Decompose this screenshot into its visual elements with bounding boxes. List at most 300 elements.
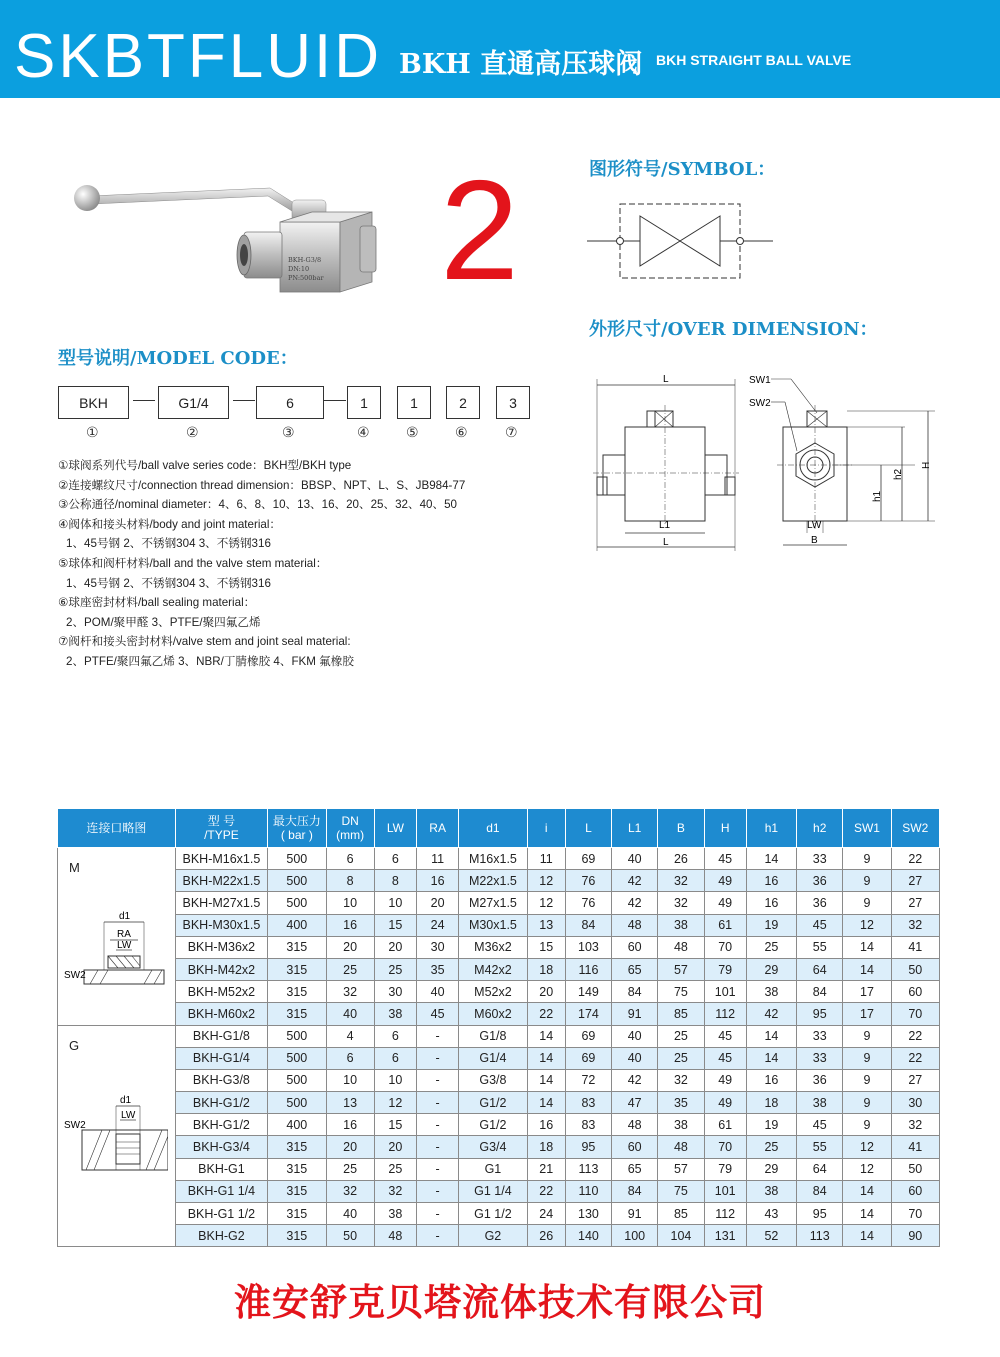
table-cell: - <box>417 1203 459 1225</box>
code-box-4: 1 <box>347 386 381 419</box>
table-cell: 42 <box>612 870 658 892</box>
table-cell: 84 <box>565 914 611 936</box>
engraving-line-1: BKH-G3/8 <box>288 256 322 264</box>
table-cell: - <box>417 1025 459 1047</box>
table-cell: 48 <box>612 914 658 936</box>
thread-m-figure <box>64 898 168 1018</box>
table-cell: 45 <box>797 1114 843 1136</box>
dim-label-h1: h1 <box>872 490 883 502</box>
table-cell: 112 <box>704 1003 746 1025</box>
table-cell: 315 <box>268 1203 326 1225</box>
code-marker-6: ⑥ <box>455 424 468 440</box>
table-cell: 14 <box>843 1203 891 1225</box>
table-cell: 10 <box>374 1069 416 1091</box>
table-cell: BKH-G1/2 <box>175 1092 268 1114</box>
table-cell: BKH-M22x1.5 <box>175 870 268 892</box>
table-cell: 10 <box>326 892 374 914</box>
table-cell: 85 <box>658 1203 704 1225</box>
table-cell: 174 <box>565 1003 611 1025</box>
table-cell: 149 <box>565 981 611 1003</box>
table-cell: 19 <box>746 1114 796 1136</box>
thread-g-figure <box>64 1086 168 1186</box>
table-cell: 9 <box>843 1047 891 1069</box>
table-cell: 40 <box>612 1025 658 1047</box>
table-cell: 91 <box>612 1203 658 1225</box>
table-cell: 25 <box>374 958 416 980</box>
dim-label-h2: h2 <box>893 468 904 480</box>
table-cell: 22 <box>527 1003 565 1025</box>
table-row <box>58 870 940 892</box>
table-cell: 40 <box>326 1003 374 1025</box>
column-header: H <box>704 809 746 848</box>
code-marker-3: ③ <box>282 424 295 440</box>
table-cell: M22x1.5 <box>459 870 527 892</box>
table-cell: 22 <box>891 1025 939 1047</box>
table-cell: 104 <box>658 1225 704 1247</box>
table-cell: G1/2 <box>459 1092 527 1114</box>
table-cell: 17 <box>843 1003 891 1025</box>
table-cell: 12 <box>527 892 565 914</box>
table-cell: 500 <box>268 1092 326 1114</box>
big-number: 2 <box>440 151 519 310</box>
connection-diagram-cell <box>58 848 176 1026</box>
table-cell: 45 <box>797 914 843 936</box>
table-cell: 315 <box>268 981 326 1003</box>
table-cell: 10 <box>326 1069 374 1091</box>
table-cell: G1/4 <box>459 1047 527 1069</box>
table-cell: 17 <box>843 981 891 1003</box>
dim-label-L1: L1 <box>659 520 671 531</box>
note-line: ②连接螺纹尺寸/connection thread dimension：BBSP、NPT、L、S、JB984-77 <box>58 478 466 492</box>
table-cell: 60 <box>612 1136 658 1158</box>
table-cell: 45 <box>417 1003 459 1025</box>
model-code-heading: 型号说明/MODEL CODE： <box>58 348 298 369</box>
table-cell: 76 <box>565 870 611 892</box>
table-cell: 40 <box>612 848 658 870</box>
table-cell: 12 <box>527 870 565 892</box>
code-box-6: 2 <box>446 386 480 419</box>
table-row <box>58 892 940 914</box>
company-name: 淮安舒克贝塔流体技术有限公司 <box>234 1282 766 1323</box>
table-cell: - <box>417 1047 459 1069</box>
table-row <box>58 1047 940 1069</box>
table-cell: 130 <box>565 1203 611 1225</box>
table-cell: G1 1/2 <box>459 1203 527 1225</box>
code-marker-5: ⑤ <box>406 424 419 440</box>
table-cell: 38 <box>374 1003 416 1025</box>
table-cell: M60x2 <box>459 1003 527 1025</box>
table-cell: 38 <box>658 914 704 936</box>
table-cell: 79 <box>704 1158 746 1180</box>
table-cell: 14 <box>843 1225 891 1247</box>
note-line: 1、45号钢 2、不锈钢304 3、不锈钢316 <box>66 537 271 551</box>
table-row <box>58 958 940 980</box>
table-cell: 29 <box>746 1158 796 1180</box>
table-cell: 18 <box>527 1136 565 1158</box>
table-cell: 10 <box>374 892 416 914</box>
table-cell: 55 <box>797 936 843 958</box>
table-cell: 315 <box>268 1225 326 1247</box>
table-cell: 22 <box>891 1047 939 1069</box>
table-cell: 315 <box>268 936 326 958</box>
table-cell: 33 <box>797 1047 843 1069</box>
table-cell: BKH-M36x2 <box>175 936 268 958</box>
table-cell: 91 <box>612 1003 658 1025</box>
table-cell: 75 <box>658 981 704 1003</box>
table-cell: 38 <box>797 1092 843 1114</box>
table-cell: 20 <box>374 1136 416 1158</box>
table-cell: 500 <box>268 1047 326 1069</box>
table-row <box>58 1092 940 1114</box>
table-cell: 26 <box>527 1225 565 1247</box>
ball-valve-photo <box>60 170 390 310</box>
table-row <box>58 1069 940 1091</box>
model-code-notes <box>58 456 465 672</box>
engraving-line-3: PN:500bar <box>288 274 324 282</box>
table-cell: 60 <box>891 1180 939 1202</box>
table-cell: G3/8 <box>459 1069 527 1091</box>
table-cell: 84 <box>797 1180 843 1202</box>
table-cell: 32 <box>891 914 939 936</box>
table-cell: 101 <box>704 981 746 1003</box>
table-cell: - <box>417 1069 459 1091</box>
table-cell: 95 <box>565 1136 611 1158</box>
table-cell: 84 <box>612 1180 658 1202</box>
spec-table <box>57 808 940 1247</box>
table-cell: 45 <box>704 848 746 870</box>
table-cell: 6 <box>326 1047 374 1069</box>
table-cell: 95 <box>797 1003 843 1025</box>
table-cell: 9 <box>843 892 891 914</box>
table-cell: 76 <box>565 892 611 914</box>
table-cell: - <box>417 1136 459 1158</box>
dim-label-B: B <box>811 535 818 546</box>
table-cell: 9 <box>843 1092 891 1114</box>
dim-label-L-bottom: L <box>663 537 669 548</box>
table-cell: 25 <box>746 936 796 958</box>
table-cell: 315 <box>268 1003 326 1025</box>
table-cell: 40 <box>612 1047 658 1069</box>
table-cell: 8 <box>374 870 416 892</box>
table-cell: 15 <box>374 914 416 936</box>
table-cell: 131 <box>704 1225 746 1247</box>
table-cell: 12 <box>374 1092 416 1114</box>
table-cell: 8 <box>326 870 374 892</box>
table-cell: 20 <box>374 936 416 958</box>
table-cell: 112 <box>704 1203 746 1225</box>
note-line: 2、POM/聚甲醛 3、PTFE/聚四氟乙烯 <box>66 615 261 629</box>
table-cell: 33 <box>797 848 843 870</box>
table-row <box>58 1114 940 1136</box>
table-cell: 20 <box>417 892 459 914</box>
table-cell: 20 <box>326 1136 374 1158</box>
table-cell: 27 <box>891 892 939 914</box>
table-cell: 315 <box>268 1180 326 1202</box>
table-cell: G1/8 <box>459 1025 527 1047</box>
table-row <box>58 848 940 870</box>
table-cell: BKH-G1 <box>175 1158 268 1180</box>
table-cell: 500 <box>268 870 326 892</box>
dimension-drawing <box>585 365 945 557</box>
table-cell: 50 <box>891 958 939 980</box>
table-cell: BKH-M16x1.5 <box>175 848 268 870</box>
table-cell: 400 <box>268 1114 326 1136</box>
table-cell: G3/4 <box>459 1136 527 1158</box>
table-cell: 315 <box>268 1158 326 1180</box>
table-row <box>58 1158 940 1180</box>
table-cell: 113 <box>565 1158 611 1180</box>
group-label: G <box>69 1037 80 1053</box>
table-cell: - <box>417 1092 459 1114</box>
table-cell: 70 <box>704 936 746 958</box>
title-chinese: BKH 直通高压球阀 <box>399 49 643 80</box>
note-line: ⑤球体和阀杆材料/ball and the valve stem material： <box>58 556 328 570</box>
table-cell: G2 <box>459 1225 527 1247</box>
table-cell: 49 <box>704 892 746 914</box>
fig-m-d1: d1 <box>119 911 131 922</box>
table-row <box>58 936 940 958</box>
table-cell: 14 <box>746 848 796 870</box>
table-cell: 48 <box>658 936 704 958</box>
code-box-7: 3 <box>496 386 530 419</box>
connection-diagram-cell <box>58 1025 176 1247</box>
table-cell: 315 <box>268 1136 326 1158</box>
table-cell: 48 <box>374 1225 416 1247</box>
column-header: 最大压力 ( bar ) <box>268 809 326 848</box>
table-cell: 27 <box>891 1069 939 1091</box>
table-cell: 21 <box>527 1158 565 1180</box>
table-cell: 38 <box>746 1180 796 1202</box>
table-cell: M30x1.5 <box>459 914 527 936</box>
column-header: B <box>658 809 704 848</box>
table-cell: 33 <box>797 1025 843 1047</box>
table-cell: BKH-M30x1.5 <box>175 914 268 936</box>
table-cell: 14 <box>843 958 891 980</box>
table-cell: 25 <box>658 1047 704 1069</box>
table-cell: 79 <box>704 958 746 980</box>
note-line: 1、45号钢 2、不锈钢304 3、不锈钢316 <box>66 576 271 590</box>
table-cell: 14 <box>527 1092 565 1114</box>
table-cell: 14 <box>843 936 891 958</box>
table-cell: 18 <box>527 958 565 980</box>
table-cell: 38 <box>658 1114 704 1136</box>
table-cell: 65 <box>612 1158 658 1180</box>
table-cell: 25 <box>326 958 374 980</box>
column-header: 连接口略图 <box>58 809 176 848</box>
note-line: ⑥球座密封材料/ball sealing material： <box>58 596 256 610</box>
fig-g-SW2: SW2 <box>64 1119 86 1131</box>
table-cell: 14 <box>527 1025 565 1047</box>
table-cell: 64 <box>797 958 843 980</box>
table-cell: 12 <box>843 914 891 936</box>
code-box-5: 1 <box>397 386 431 419</box>
table-cell: 6 <box>374 848 416 870</box>
table-cell: 500 <box>268 1069 326 1091</box>
table-cell: 49 <box>704 1092 746 1114</box>
table-row <box>58 1003 940 1025</box>
table-cell: 26 <box>658 848 704 870</box>
valve-symbol <box>585 198 775 284</box>
table-cell: 30 <box>417 936 459 958</box>
table-cell: 36 <box>797 892 843 914</box>
table-cell: 50 <box>891 1158 939 1180</box>
table-cell: 32 <box>326 981 374 1003</box>
note-line: 2、PTFE/聚四氟乙烯 3、NBR/丁腈橡胶 4、FKM 氟橡胶 <box>66 654 354 668</box>
table-cell: BKH-G3/8 <box>175 1069 268 1091</box>
table-cell: 4 <box>326 1025 374 1047</box>
dimension-heading: 外形尺寸/OVER DIMENSION： <box>589 319 878 340</box>
table-cell: 16 <box>746 870 796 892</box>
table-cell: 11 <box>417 848 459 870</box>
table-cell: BKH-G3/4 <box>175 1136 268 1158</box>
table-cell: 64 <box>797 1158 843 1180</box>
table-cell: 32 <box>658 1069 704 1091</box>
table-cell: 42 <box>612 892 658 914</box>
table-cell: 55 <box>797 1136 843 1158</box>
table-row <box>58 981 940 1003</box>
code-box-2: G1/4 <box>158 386 229 419</box>
table-cell: 42 <box>612 1069 658 1091</box>
column-header: DN (mm) <box>326 809 374 848</box>
column-header: LW <box>374 809 416 848</box>
group-label: M <box>69 860 80 875</box>
code-box-1: BKH <box>58 386 129 419</box>
table-cell: 16 <box>417 870 459 892</box>
column-header: d1 <box>459 809 527 848</box>
table-header-row <box>58 809 940 848</box>
fig-g-d1: d1 <box>120 1094 132 1106</box>
table-row <box>58 1203 940 1225</box>
table-cell: - <box>417 1225 459 1247</box>
table-cell: 113 <box>797 1225 843 1247</box>
fig-m-LW: LW <box>117 940 132 951</box>
table-cell: 90 <box>891 1225 939 1247</box>
table-cell: 41 <box>891 936 939 958</box>
table-cell: 70 <box>704 1136 746 1158</box>
table-cell: 32 <box>658 892 704 914</box>
table-cell: 45 <box>704 1047 746 1069</box>
table-cell: 14 <box>843 1180 891 1202</box>
table-cell: M42x2 <box>459 958 527 980</box>
table-cell: 69 <box>565 1025 611 1047</box>
column-header: i <box>527 809 565 848</box>
table-cell: 22 <box>527 1180 565 1202</box>
table-cell: 43 <box>746 1203 796 1225</box>
note-line: ⑦阀杆和接头密封材料/valve stem and joint seal material: <box>58 635 351 649</box>
table-cell: 49 <box>704 1069 746 1091</box>
table-cell: 27 <box>891 870 939 892</box>
table-cell: 100 <box>612 1225 658 1247</box>
table-cell: 95 <box>797 1203 843 1225</box>
table-cell: BKH-M60x2 <box>175 1003 268 1025</box>
table-cell: 16 <box>326 1114 374 1136</box>
table-cell: BKH-G2 <box>175 1225 268 1247</box>
table-cell: 500 <box>268 892 326 914</box>
table-cell: 50 <box>326 1225 374 1247</box>
table-cell: G1 <box>459 1158 527 1180</box>
table-cell: 9 <box>843 1025 891 1047</box>
table-cell: 103 <box>565 936 611 958</box>
table-cell: M36x2 <box>459 936 527 958</box>
table-cell: 45 <box>704 1025 746 1047</box>
table-cell: 65 <box>612 958 658 980</box>
table-cell: 30 <box>891 1092 939 1114</box>
table-cell: 13 <box>326 1092 374 1114</box>
table-cell: M27x1.5 <box>459 892 527 914</box>
table-cell: 36 <box>797 1069 843 1091</box>
table-cell: 83 <box>565 1092 611 1114</box>
note-line: ④阀体和接头材料/body and joint material： <box>58 517 282 531</box>
table-cell: M16x1.5 <box>459 848 527 870</box>
table-cell: 19 <box>746 914 796 936</box>
table-cell: BKH-G1 1/4 <box>175 1180 268 1202</box>
table-cell: G1 1/4 <box>459 1180 527 1202</box>
fig-m-RA: RA <box>117 929 131 940</box>
table-row <box>58 1136 940 1158</box>
column-header: L <box>565 809 611 848</box>
table-cell: 32 <box>658 870 704 892</box>
brand-logo: SKBTFLUID <box>14 22 383 91</box>
fig-m-SW2: SW2 <box>64 970 86 981</box>
table-cell: 6 <box>326 848 374 870</box>
table-cell: 84 <box>612 981 658 1003</box>
table-cell: 9 <box>843 1069 891 1091</box>
table-cell: 15 <box>374 1114 416 1136</box>
code-marker-1: ① <box>86 424 99 440</box>
table-cell: 12 <box>843 1158 891 1180</box>
table-cell: 70 <box>891 1203 939 1225</box>
table-cell: 25 <box>374 1158 416 1180</box>
dim-label-L-top: L <box>663 374 669 385</box>
table-cell: 32 <box>326 1180 374 1202</box>
table-cell: 18 <box>746 1092 796 1114</box>
table-cell: 61 <box>704 914 746 936</box>
table-cell: 69 <box>565 1047 611 1069</box>
column-header: RA <box>417 809 459 848</box>
table-cell: BKH-M42x2 <box>175 958 268 980</box>
title-english: BKH STRAIGHT BALL VALVE <box>656 52 852 68</box>
table-cell: 25 <box>326 1158 374 1180</box>
table-cell: 14 <box>746 1047 796 1069</box>
table-cell: 9 <box>843 848 891 870</box>
table-cell: - <box>417 1180 459 1202</box>
table-cell: 60 <box>891 981 939 1003</box>
column-header: h1 <box>746 809 796 848</box>
table-cell: 24 <box>417 914 459 936</box>
table-cell: 6 <box>374 1047 416 1069</box>
table-cell: 85 <box>658 1003 704 1025</box>
fig-g-LW: LW <box>121 1109 136 1121</box>
table-cell: 57 <box>658 958 704 980</box>
table-cell: 315 <box>268 958 326 980</box>
table-cell: 35 <box>658 1092 704 1114</box>
table-cell: G1/2 <box>459 1114 527 1136</box>
table-row <box>58 1180 940 1202</box>
table-cell: BKH-M27x1.5 <box>175 892 268 914</box>
table-cell: 16 <box>326 914 374 936</box>
code-marker-7: ⑦ <box>505 424 518 440</box>
table-cell: 36 <box>797 870 843 892</box>
table-cell: 29 <box>746 958 796 980</box>
table-cell: 40 <box>417 981 459 1003</box>
dim-label-SW1: SW1 <box>749 375 771 386</box>
table-cell: BKH-G1 1/2 <box>175 1203 268 1225</box>
table-cell: 500 <box>268 1025 326 1047</box>
table-cell: 14 <box>527 1069 565 1091</box>
table-cell: 49 <box>704 870 746 892</box>
table-cell: 116 <box>565 958 611 980</box>
table-row <box>58 914 940 936</box>
